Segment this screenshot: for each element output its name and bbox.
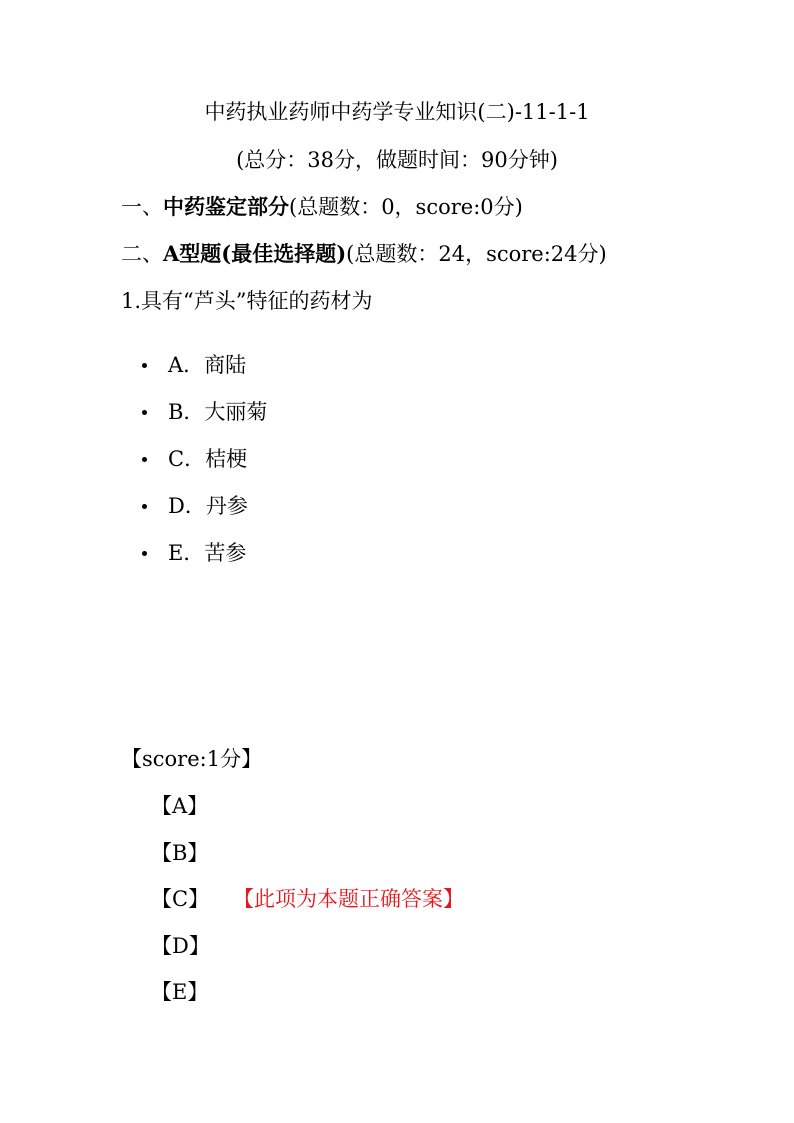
option-label: A．商陆 — [168, 353, 247, 377]
answer-choice-e: 【E】 — [151, 980, 209, 1004]
bullet-dot-icon — [142, 504, 147, 509]
option-list — [142, 350, 267, 585]
document-subtitle: (总分：38分，做题时间：90分钟) — [236, 148, 558, 172]
option-item-d — [142, 491, 267, 538]
option-label: B．大丽菊 — [168, 400, 268, 424]
option-item-b — [142, 397, 267, 444]
option-label: E．苦参 — [168, 541, 247, 565]
score-label: 【score:1分】 — [121, 747, 263, 771]
answer-choice-a: 【A】 — [151, 794, 209, 818]
bullet-dot-icon — [142, 457, 147, 462]
option-label: D．丹参 — [168, 494, 248, 518]
section-info: (总题数：0，score:0分) — [289, 195, 523, 219]
section-heading-1 — [121, 192, 523, 222]
answer-choice-d: 【D】 — [151, 934, 210, 958]
bullet-dot-icon — [142, 551, 147, 556]
answer-choice-c: 【C】 — [151, 887, 210, 911]
option-item-e — [142, 538, 267, 585]
section-name: A型题(最佳选择题) — [163, 241, 347, 266]
section-prefix: 一、 — [121, 195, 163, 219]
bullet-dot-icon — [142, 410, 147, 415]
bullet-dot-icon — [142, 363, 147, 368]
section-heading-2 — [121, 239, 607, 269]
question-text: 1.具有“芦头”特征的药材为 — [121, 289, 373, 313]
correct-answer-note: 【此项为本题正确答案】 — [233, 887, 464, 911]
option-item-a — [142, 350, 267, 397]
document-title: 中药执业药师中药学专业知识(二)-11-1-1 — [204, 100, 590, 124]
section-prefix: 二、 — [121, 242, 163, 266]
option-item-c — [142, 444, 267, 491]
option-label: C．桔梗 — [168, 447, 248, 471]
section-name: 中药鉴定部分 — [163, 194, 289, 219]
section-info: (总题数：24，score:24分) — [346, 242, 607, 266]
answer-choice-b: 【B】 — [151, 841, 209, 865]
